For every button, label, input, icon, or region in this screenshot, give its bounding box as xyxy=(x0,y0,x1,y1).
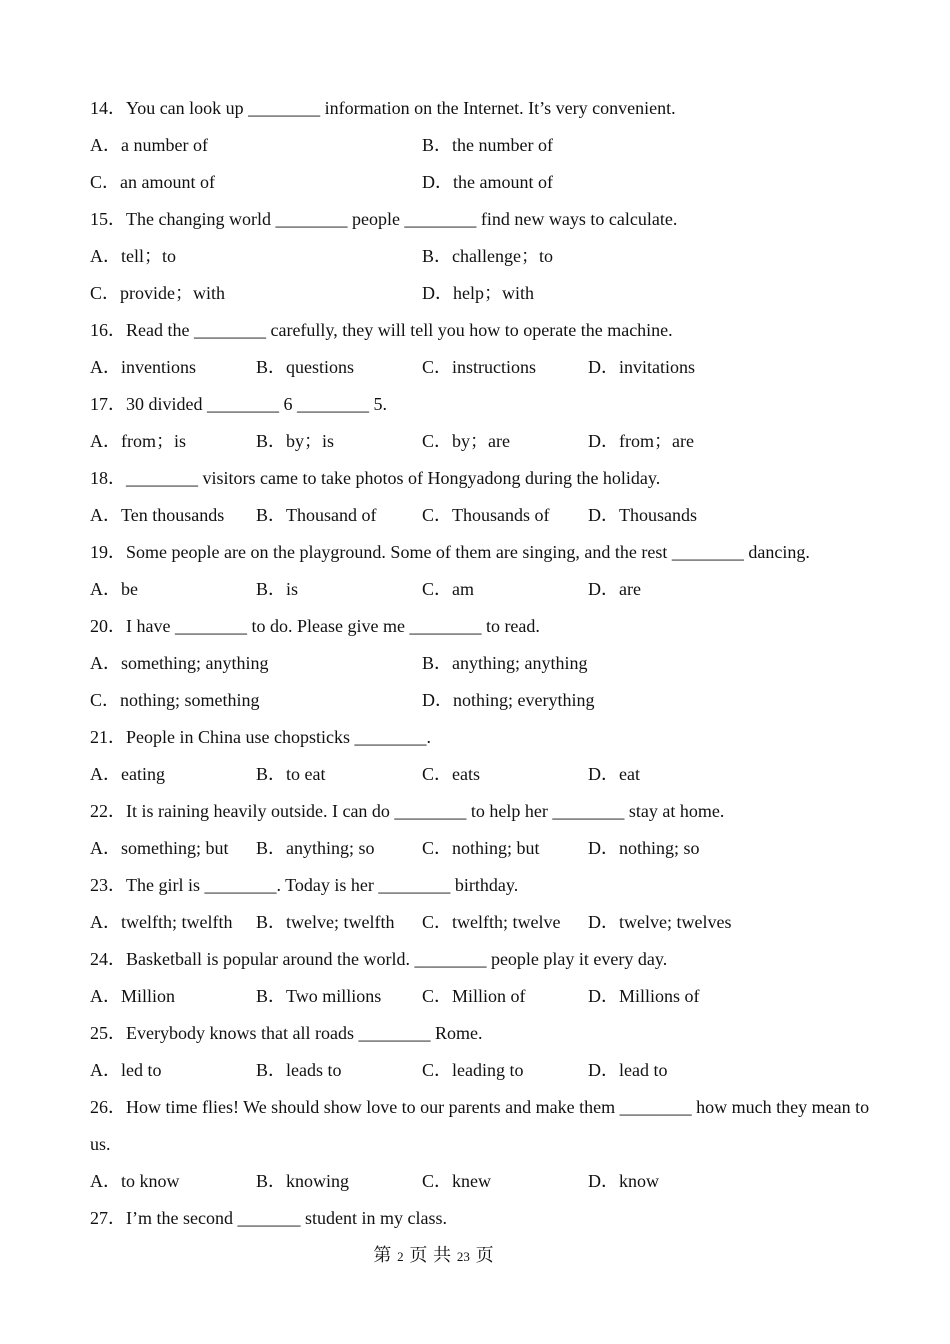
options-row xyxy=(90,1169,870,1193)
option-b: B．anything; anything xyxy=(422,653,588,673)
option-c: C．twelfth; twelve xyxy=(422,912,561,932)
option-c: C．eats xyxy=(422,764,480,784)
option-c: C．provide；with xyxy=(90,283,225,303)
option-d: D．nothing; so xyxy=(588,838,700,858)
option-c: C．nothing; but xyxy=(422,838,540,858)
option-c: C．Million of xyxy=(422,986,526,1006)
question-stem: 20．I have ________ to do. Please give me ________ to read. xyxy=(90,616,540,636)
option-d: D．nothing; everything xyxy=(422,690,595,710)
question-stem: 18．________ visitors came to take photos of Hongyadong during the holiday. xyxy=(90,468,661,488)
footer-total-pages: 23 xyxy=(456,1249,470,1264)
option-c: C．by；are xyxy=(422,431,510,451)
question-stem: 27．I’m the second _______ student in my class. xyxy=(90,1208,447,1228)
options-row xyxy=(90,281,870,305)
option-b: B．Two millions xyxy=(256,986,382,1006)
option-a: A．twelfth; twelfth xyxy=(90,912,233,932)
option-b: B．to eat xyxy=(256,764,326,784)
option-a: A．Million xyxy=(90,986,176,1006)
option-b: B．questions xyxy=(256,357,355,377)
page-footer xyxy=(0,1241,867,1267)
options-row xyxy=(90,984,870,1008)
question-stem: 16．Read the ________ carefully, they will tell you how to operate the machine. xyxy=(90,320,673,340)
footer-suffix: 页 xyxy=(475,1245,494,1266)
footer-middle: 页 共 xyxy=(409,1245,452,1266)
options-row xyxy=(90,170,870,194)
option-a: A．be xyxy=(90,579,138,599)
question-stem: 21．People in China use chopsticks ________. xyxy=(90,727,431,747)
option-b: B．challenge；to xyxy=(422,246,553,266)
options-row xyxy=(90,910,870,934)
option-b: B．Thousand of xyxy=(256,505,377,525)
footer-page-number: 2 xyxy=(397,1249,404,1264)
option-b: B．knowing xyxy=(256,1171,350,1191)
option-d: D．from；are xyxy=(588,431,694,451)
option-a: A．something; anything xyxy=(90,653,269,673)
option-d: D．are xyxy=(588,579,641,599)
options-row xyxy=(90,688,870,712)
question-stem: 22．It is raining heavily outside. I can do ________ to help her ________ stay at home. xyxy=(90,801,725,821)
options-row xyxy=(90,577,870,601)
option-d: D．twelve; twelves xyxy=(588,912,732,932)
option-c: C．nothing; something xyxy=(90,690,260,710)
option-d: D．Millions of xyxy=(588,986,700,1006)
question-stem: 23．The girl is ________. Today is her ________ birthday. xyxy=(90,875,519,895)
question-stem: 24．Basketball is popular around the world. ________ people play it every day. xyxy=(90,949,668,969)
option-a: A．inventions xyxy=(90,357,196,377)
option-b: B．leads to xyxy=(256,1060,342,1080)
options-row xyxy=(90,429,870,453)
question-stem: 17．30 divided ________ 6 ________ 5. xyxy=(90,394,387,414)
options-row xyxy=(90,836,870,860)
option-c: C．instructions xyxy=(422,357,537,377)
option-a: A．a number of xyxy=(90,135,208,155)
question-stem: 15．The changing world ________ people ________ find new ways to calculate. xyxy=(90,209,678,229)
option-a: A．to know xyxy=(90,1171,180,1191)
option-d: D．help；with xyxy=(422,283,534,303)
question-stem: 26．How time flies! We should show love to our parents and make them ________ how much they mean to us. xyxy=(90,1097,870,1154)
options-row xyxy=(90,355,870,379)
option-c: C．an amount of xyxy=(90,172,215,192)
option-b: B．twelve; twelfth xyxy=(256,912,395,932)
option-d: D．eat xyxy=(588,764,640,784)
option-b: B．anything; so xyxy=(256,838,375,858)
option-c: C．Thousands of xyxy=(422,505,550,525)
footer-prefix: 第 xyxy=(373,1245,392,1266)
options-row xyxy=(90,762,870,786)
option-c: C．knew xyxy=(422,1171,491,1191)
option-d: D．Thousands xyxy=(588,505,697,525)
question-stem: 14．You can look up ________ information on the Internet. It’s very convenient. xyxy=(90,98,676,118)
option-a: A．led to xyxy=(90,1060,162,1080)
question-stem: 19．Some people are on the playground. Some of them are singing, and the rest ________ dancing. xyxy=(90,542,810,562)
option-b: B．is xyxy=(256,579,299,599)
option-b: B．the number of xyxy=(422,135,553,155)
options-row xyxy=(90,1058,870,1082)
option-d: D．invitations xyxy=(588,357,695,377)
option-b: B．by；is xyxy=(256,431,335,451)
option-d: D．the amount of xyxy=(422,172,553,192)
option-a: A．Ten thousands xyxy=(90,505,225,525)
option-c: C．leading to xyxy=(422,1060,524,1080)
option-a: A．something; but xyxy=(90,838,229,858)
option-a: A．eating xyxy=(90,764,165,784)
option-a: A．from；is xyxy=(90,431,186,451)
question-stem: 25．Everybody knows that all roads ________ Rome. xyxy=(90,1023,483,1043)
options-row xyxy=(90,133,870,157)
option-c: C．am xyxy=(422,579,474,599)
options-row xyxy=(90,503,870,527)
option-d: D．lead to xyxy=(588,1060,668,1080)
option-d: D．know xyxy=(588,1171,659,1191)
option-a: A．tell；to xyxy=(90,246,176,266)
options-row xyxy=(90,651,870,675)
options-row xyxy=(90,244,870,268)
